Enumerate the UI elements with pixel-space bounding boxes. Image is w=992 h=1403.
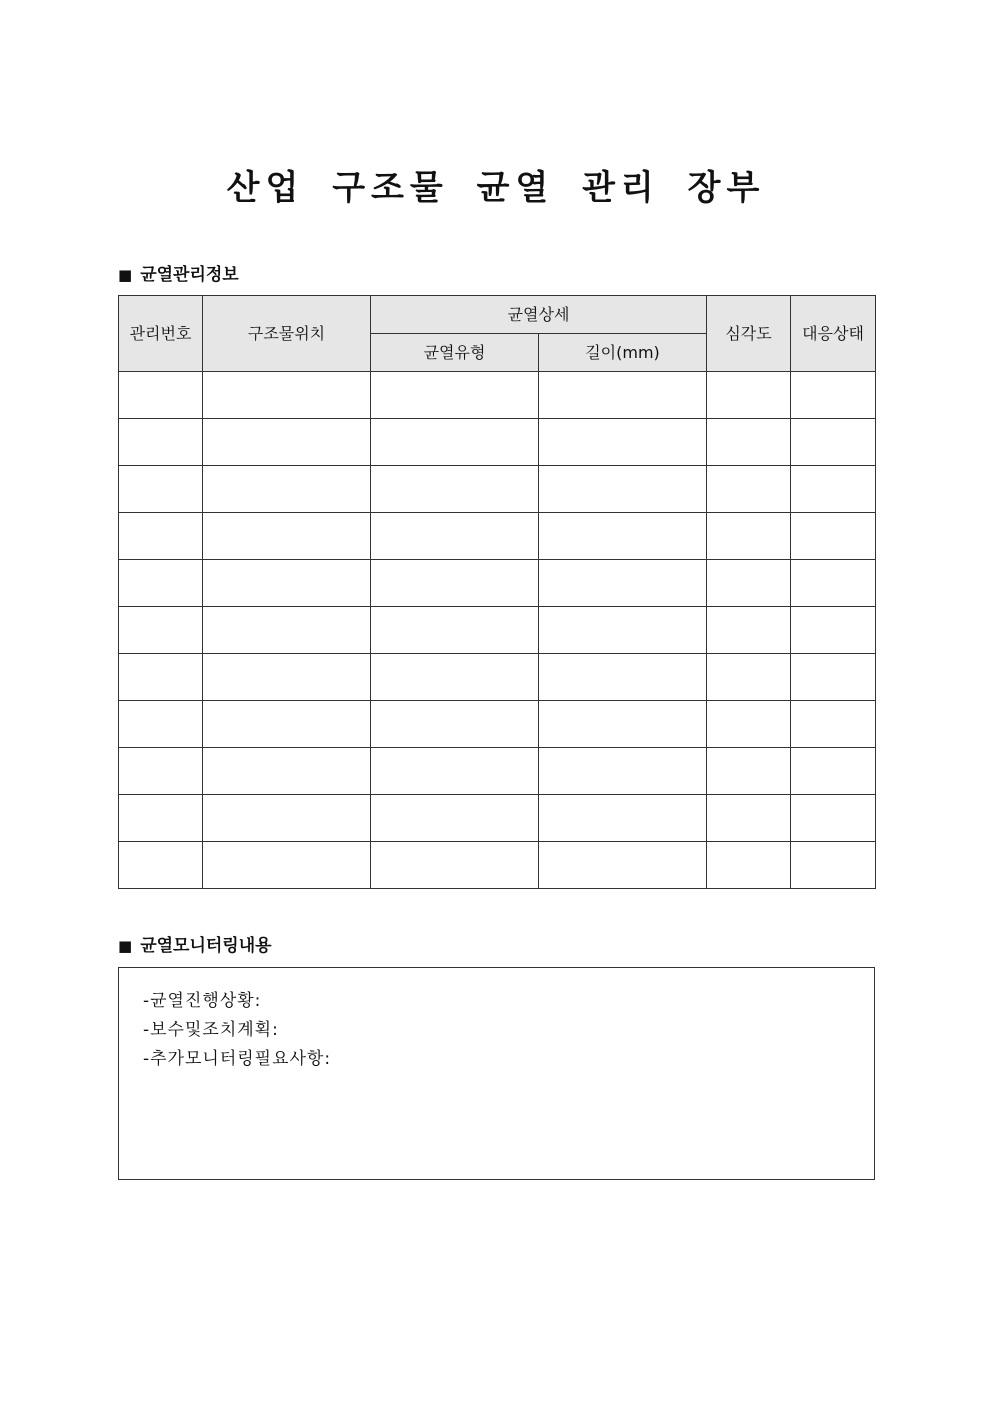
cell-management-number[interactable] — [119, 372, 203, 419]
cell-crack-type[interactable] — [371, 419, 539, 466]
monitoring-notes-box[interactable] — [118, 967, 875, 1180]
table-row — [119, 560, 876, 607]
cell-management-number[interactable] — [119, 607, 203, 654]
square-bullet-icon: ■ — [118, 937, 133, 955]
monitoring-notes-list — [119, 968, 874, 1074]
cell-structure-location[interactable] — [203, 748, 371, 795]
table-header-row — [119, 296, 876, 334]
cell-response-status[interactable] — [791, 654, 876, 701]
cell-crack-type[interactable] — [371, 748, 539, 795]
section-heading-label: 균열관리정보 — [140, 265, 239, 285]
cell-length[interactable] — [539, 795, 707, 842]
table-row — [119, 701, 876, 748]
cell-structure-location[interactable] — [203, 372, 371, 419]
header-management-number: 관리번호 — [119, 296, 203, 372]
cell-management-number[interactable] — [119, 654, 203, 701]
note-crack-progress: -균열진행상황: — [143, 991, 262, 1011]
cell-structure-location[interactable] — [203, 560, 371, 607]
cell-crack-type[interactable] — [371, 560, 539, 607]
cell-severity[interactable] — [707, 513, 791, 560]
cell-management-number[interactable] — [119, 795, 203, 842]
cell-response-status[interactable] — [791, 607, 876, 654]
cell-crack-type[interactable] — [371, 654, 539, 701]
cell-severity[interactable] — [707, 419, 791, 466]
cell-crack-type[interactable] — [371, 466, 539, 513]
table-row — [119, 842, 876, 889]
note-additional-monitoring: -추가모니터링필요사항: — [143, 1049, 332, 1069]
cell-management-number[interactable] — [119, 701, 203, 748]
cell-structure-location[interactable] — [203, 701, 371, 748]
cell-structure-location[interactable] — [203, 607, 371, 654]
note-repair-plan: -보수및조치계획: — [143, 1020, 279, 1040]
cell-severity[interactable] — [707, 748, 791, 795]
cell-crack-type[interactable] — [371, 701, 539, 748]
cell-severity[interactable] — [707, 795, 791, 842]
cell-length[interactable] — [539, 372, 707, 419]
cell-severity[interactable] — [707, 560, 791, 607]
square-bullet-icon: ■ — [118, 266, 133, 284]
cell-management-number[interactable] — [119, 419, 203, 466]
cell-crack-type[interactable] — [371, 372, 539, 419]
cell-severity[interactable] — [707, 654, 791, 701]
cell-structure-location[interactable] — [203, 419, 371, 466]
section-heading-crack-monitoring — [118, 931, 272, 956]
cell-length[interactable] — [539, 513, 707, 560]
section-heading-label: 균열모니터링내용 — [140, 936, 272, 956]
document-title: 산업 구조물 균열 관리 장부 — [226, 168, 766, 208]
header-crack-detail: 균열상세 — [371, 296, 707, 334]
table-row — [119, 654, 876, 701]
cell-structure-location[interactable] — [203, 513, 371, 560]
cell-management-number[interactable] — [119, 513, 203, 560]
cell-length[interactable] — [539, 419, 707, 466]
header-severity: 심각도 — [707, 296, 791, 372]
cell-structure-location[interactable] — [203, 842, 371, 889]
cell-management-number[interactable] — [119, 842, 203, 889]
cell-response-status[interactable] — [791, 701, 876, 748]
cell-severity[interactable] — [707, 607, 791, 654]
cell-response-status[interactable] — [791, 372, 876, 419]
table-row — [119, 607, 876, 654]
cell-response-status[interactable] — [791, 842, 876, 889]
crack-management-table — [118, 295, 876, 889]
cell-management-number[interactable] — [119, 560, 203, 607]
header-crack-type: 균열유형 — [371, 334, 539, 372]
table-row — [119, 466, 876, 513]
cell-length[interactable] — [539, 560, 707, 607]
cell-crack-type[interactable] — [371, 607, 539, 654]
header-length: 길이(mm) — [539, 334, 707, 372]
cell-severity[interactable] — [707, 372, 791, 419]
cell-length[interactable] — [539, 654, 707, 701]
cell-management-number[interactable] — [119, 466, 203, 513]
cell-length[interactable] — [539, 607, 707, 654]
table-row — [119, 795, 876, 842]
section-heading-crack-info — [118, 260, 239, 285]
table-row — [119, 748, 876, 795]
cell-response-status[interactable] — [791, 560, 876, 607]
cell-response-status[interactable] — [791, 466, 876, 513]
cell-response-status[interactable] — [791, 513, 876, 560]
cell-length[interactable] — [539, 748, 707, 795]
table-row — [119, 513, 876, 560]
cell-crack-type[interactable] — [371, 842, 539, 889]
cell-structure-location[interactable] — [203, 654, 371, 701]
cell-length[interactable] — [539, 842, 707, 889]
cell-structure-location[interactable] — [203, 466, 371, 513]
table-row — [119, 372, 876, 419]
cell-length[interactable] — [539, 701, 707, 748]
cell-severity[interactable] — [707, 466, 791, 513]
cell-structure-location[interactable] — [203, 795, 371, 842]
cell-severity[interactable] — [707, 701, 791, 748]
cell-management-number[interactable] — [119, 748, 203, 795]
cell-response-status[interactable] — [791, 748, 876, 795]
cell-length[interactable] — [539, 466, 707, 513]
cell-crack-type[interactable] — [371, 795, 539, 842]
table-row — [119, 419, 876, 466]
header-structure-location: 구조물위치 — [203, 296, 371, 372]
cell-response-status[interactable] — [791, 419, 876, 466]
cell-response-status[interactable] — [791, 795, 876, 842]
cell-crack-type[interactable] — [371, 513, 539, 560]
header-response-status: 대응상태 — [791, 296, 876, 372]
cell-severity[interactable] — [707, 842, 791, 889]
